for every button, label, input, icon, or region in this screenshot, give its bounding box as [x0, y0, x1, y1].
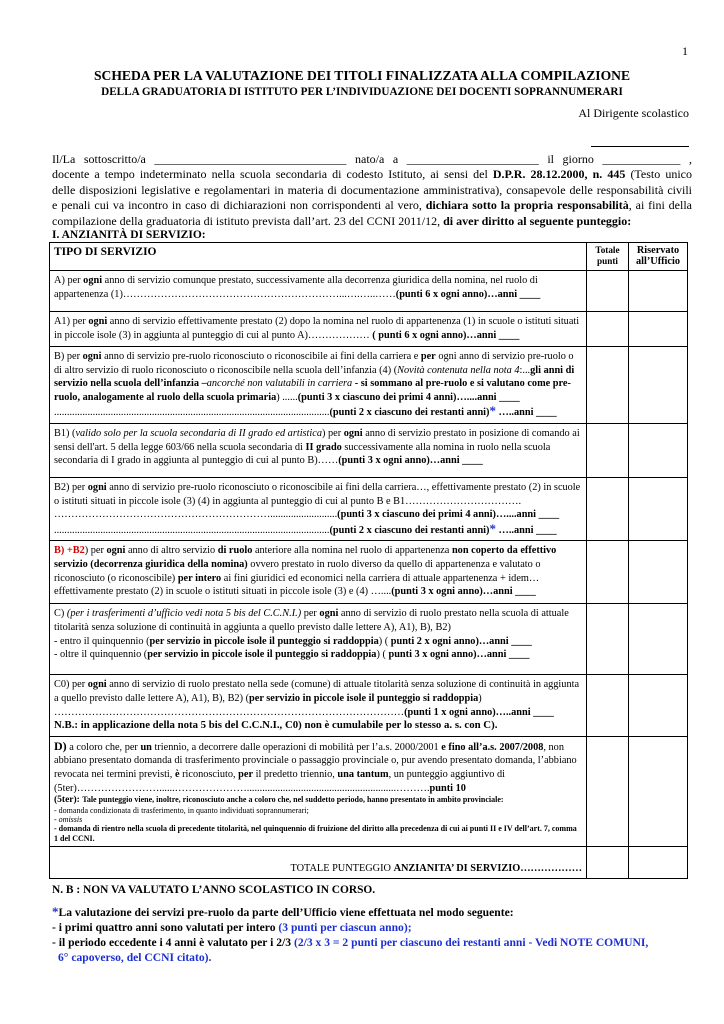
row-b-total-cell[interactable]: [587, 347, 629, 424]
table-row-d: [50, 736, 688, 846]
row-b1-total-cell[interactable]: [587, 423, 629, 477]
table-row-c: [50, 604, 688, 675]
table-row-b2: [50, 477, 688, 540]
header-service-type: TIPO DI SERVIZIO: [50, 243, 587, 271]
declaration-line-2: docente a tempo indeterminato nella scuola secondaria di codesto Istituto, ai sensi del D.P.R. 28.12.2000, n. 445 (Testo unico: [52, 167, 692, 182]
row-d-text: D) a coloro che, per un triennio, a decorrere dalle operazioni di mobilità per l’a.s. 2000/2001 e fino all’a.s. 2007/2008, non abbiano presentato domanda di trasferimento provinciale o passaggio provinciale o, pur avendo presentato domanda, l’abbiano revocata nei termini previsti, è riconosciuto, per il predetto triennio, una tantum, un punteggio aggiuntivo di (5ter)……………………......…………………..........................................................……….punti 10 (5ter): Tale punteggio viene, inoltre, riconosciuto anche a coloro che, nel suddetto periodo, hanno presentato in ambito provinciale: - domanda condizionata di trasferimento, in quanto individuati soprannumerari; - omissis - domanda di rientro nella scuola di precedente titolarità, nel quinquennio di fruizione del diritto alla precedenza di cui ai punti II e IV dell’art. 7, comma 1 del CCNI.: [50, 736, 587, 846]
valutazione-line-1: *La valutazione dei servizi pre-ruolo da parte dell’Ufficio viene effettuata nel modo seguente:: [52, 904, 514, 919]
nota-5bis: N.B.: in applicazione della nota 5 bis del C.C.N.I., C0) non è cumulabile per lo stesso a. s. con C).: [54, 719, 498, 732]
row-c-total-cell[interactable]: [587, 604, 629, 675]
declaration-line-4: e penali cui va incontro in caso di dichiarazioni non corrispondenti al vero, dichiara sotto la propria responsabilità, ai fini della: [52, 198, 692, 213]
row-b2-office-cell: [629, 477, 688, 540]
declaration-paragraph: [52, 152, 692, 229]
signature-line: [591, 146, 689, 147]
row-a1-total-cell[interactable]: [587, 312, 629, 347]
total-score-cell[interactable]: [587, 847, 629, 879]
valutazione-note: [52, 904, 702, 965]
valutazione-line-3: - il periodo eccedente i 4 anni è valutato per i 2/3 (2/3 x 3 = 2 punti per ciascuno dei restanti anni - Vedi NOTE COMUNI,: [52, 936, 649, 949]
row-d-office-cell: [629, 736, 688, 846]
declaration-line-1: Il/La sottoscritto/a ________________________________ nato/a a ______________________ il giorno _____________ ,: [52, 152, 692, 166]
header-total-points: Totale punti: [587, 243, 629, 271]
service-table: [49, 242, 688, 879]
row-c-office-cell: [629, 604, 688, 675]
row-c-text: C) (per i trasferimenti d’ufficio vedi nota 5 bis del C.C.N.I.) per ogni anno di servizio di ruolo prestato nella scuola di attuale titolarità senza soluzione di continuità in aggiunta a quello previsto dalle lettere A), A1), B), B2) - entro il quinquennio (per servizio in piccole isole il punteggio si raddoppia) ( punti 2 x ogni anno)…anni ____ - oltre il quinquennio (per servizio in piccole isole il punteggio si raddoppia) ( punti 3 x ogni anno)…anni ____: [50, 604, 587, 675]
total-score-label: TOTALE PUNTEGGIO ANZIANITA’ DI SERVIZIO………………: [50, 847, 587, 879]
section-title: I. ANZIANITÀ DI SERVIZIO:: [52, 229, 206, 241]
table-row-a1: [50, 312, 688, 347]
row-c0-total-cell[interactable]: [587, 675, 629, 736]
row-c0-text: C0) per ogni anno di servizio di ruolo prestato nella sede (comune) di attuale titolarità senza soluzione di continuità in aggiunta a quello previsto dalle lettere A), A1), B), B2) (per servizio in piccole isole il punteggio si raddoppia) …………………………………………………………………………………………(punti 1 x ogni anno)…..anni ____ N.B.: in applicazione della nota 5 bis del C.C.N.I., C0) non è cumulabile per lo stesso a. s. con C).: [50, 675, 587, 736]
row-a-office-cell: [629, 271, 688, 312]
row-d-footnotes: (5ter): Tale punteggio viene, inoltre, riconosciuto anche a coloro che, nel suddetto periodo, hanno presentato in ambito provinciale: - domanda condizionata di trasferimento, in quanto individuati soprannumerari; - omissis - domanda di rientro nella scuola di precedente titolarità, nel quinquennio di fruizione del diritto alla precedenza di cui ai punti II e IV dell’art. 7, comma 1 del CCNI.: [54, 795, 577, 843]
row-d-total-cell[interactable]: [587, 736, 629, 846]
row-b1-office-cell: [629, 423, 688, 477]
valutazione-line-4: 6° capoverso, del CCNI citato).: [58, 951, 212, 964]
table-total-row: [50, 847, 688, 879]
document-subtitle: DELLA GRADUATORIA DI ISTITUTO PER L’INDIVIDUAZIONE DEI DOCENTI SOPRANNUMERARI: [101, 86, 623, 98]
row-b1-text: B1) (valido solo per la scuola secondaria di II grado ed artistica) per ogni anno di servizio prestato in posizione di comando ai sensi dell'art. 5 della legge 603/66 nella scuola secondaria di II grado successivamente alla nomina in ruolo nella scuola secondaria di I grado in aggiunta al punteggio di cui al punto B)……(punti 3 x ogni anno)…anni ____: [50, 423, 587, 477]
row-b-b2-total-cell[interactable]: [587, 541, 629, 604]
row-a-total-cell[interactable]: [587, 271, 629, 312]
row-b-b2-office-cell: [629, 541, 688, 604]
row-b2-text: B2) per ogni anno di servizio pre-ruolo riconosciuto o riconoscibile ai fini della carriera…, effettivamente prestato (2) in scuole o istituti situati in piccole isole (3) (4) in aggiunta al punteggio di cui al punto B e B1……………………………. ………………………………………………………..........................(punti 3 x ciascuno dei primi 4 anni)…....anni ____ ...........................................................................................................(punti 2 x ciascuno dei restanti anni)* …..anni ____: [50, 477, 587, 540]
declaration-line-3: delle disposizioni legislative e regolamentari in materia di documentazione amministrativa), consapevole delle responsabilità civili: [52, 182, 692, 197]
row-b-b2-text: B) +B2) per ogni anno di altro servizio di ruolo anteriore alla nomina nel ruolo di appartenenza non coperto da effettivo servizio (decorrenza giuridica della nomina) ovvero prestato in ruolo diverso da quello di appartenenza e valutato o riconosciuto (o riconoscibile) per intero ai fini giuridici ed economici nella carriera di attuale appartenenza + idem… effettivamente prestato (2) in scuole o istituti situati in piccole isole (3) e (4) …....(punti 3 x ogni anno)…anni ____: [50, 541, 587, 604]
table-header-row: [50, 243, 688, 271]
total-office-cell: [629, 847, 688, 879]
declaration-line-5: compilazione della graduatoria di istituto prevista dall’art. 23 del CCNI 2011/12, di aver diritto al seguente punteggio:: [52, 213, 632, 228]
row-b2-total-cell[interactable]: [587, 477, 629, 540]
row-a1-text: A1) per ogni anno di servizio effettivamente prestato (2) dopo la nomina nel ruolo di appartenenza (1) in scuole o istituti situati in piccole isole (3) in aggiunta al punteggio di cui al punto A)……………… ( punti 6 x ogni anno)…anni ____: [50, 312, 587, 347]
row-a-text: A) per ogni anno di servizio comunque prestato, successivamente alla decorrenza giuridica della nomina, nel ruolo di appartenenza (1)………………………………………………………...….…..……(punti 6 x ogni anno)…anni ____: [50, 271, 587, 312]
document-title: SCHEDA PER LA VALUTAZIONE DEI TITOLI FINALIZZATA ALLA COMPILAZIONE: [93, 68, 631, 83]
row-a1-office-cell: [629, 312, 688, 347]
row-b-office-cell: [629, 347, 688, 424]
table-row-b-b2: [50, 541, 688, 604]
header-office-reserved: Riservato all’Ufficio: [629, 243, 688, 271]
nb-note: N. B : NON VA VALUTATO L’ANNO SCOLASTICO IN CORSO.: [52, 884, 376, 896]
row-b-text: B) per ogni anno di servizio pre-ruolo riconosciuto o riconoscibile ai fini della carriera e per ogni anno di servizio pre-ruolo o di altro servizio di ruolo riconosciuto o riconoscibile nella scuola dell’infanzia (4) (Novità contenuta nella nota 4:...gli anni di servizio nella scuola dell’infanzia –ancorché non valutabili in carriera - si sommano al pre-ruolo e si valutano come pre-ruolo, analogamente al ruolo della scuola primaria) ......(punti 3 x ciascuno dei primi 4 anni)…....anni ____ ...........................................................................................................(punti 2 x ciascuno dei restanti anni)* …..anni ____: [50, 347, 587, 424]
page-number: 1: [682, 44, 688, 58]
table-row-b: [50, 347, 688, 424]
table-row-a: [50, 271, 688, 312]
table-row-c0: [50, 675, 688, 736]
table-row-b1: [50, 423, 688, 477]
valutazione-line-2: - i primi quattro anni sono valutati per intero (3 punti per ciascun anno);: [52, 921, 412, 934]
addressee: Al Dirigente scolastico: [578, 106, 689, 120]
row-c0-office-cell: [629, 675, 688, 736]
